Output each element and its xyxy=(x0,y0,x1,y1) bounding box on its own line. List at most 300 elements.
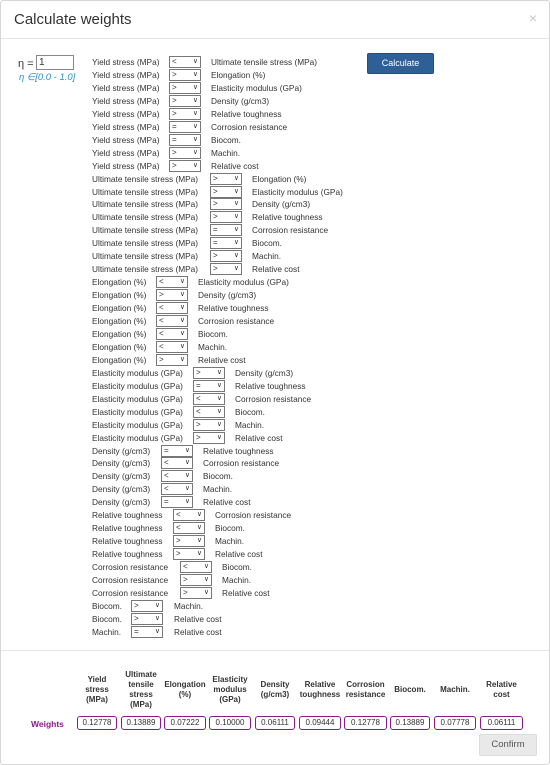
comparison-operator-select[interactable] xyxy=(169,134,201,146)
operator-value: > xyxy=(213,264,218,274)
operator-value: > xyxy=(134,613,139,623)
operator-value: > xyxy=(172,69,177,79)
comparison-left-label: Biocom. xyxy=(92,613,122,624)
comparison-operator-select[interactable] xyxy=(161,470,193,482)
comparison-operator-select[interactable] xyxy=(169,56,201,68)
comparison-operator-select[interactable] xyxy=(210,263,242,275)
eta-input[interactable] xyxy=(36,55,74,70)
comparison-row xyxy=(92,574,392,587)
chevron-down-icon: ∨ xyxy=(203,576,209,583)
operator-value: > xyxy=(159,290,164,300)
comparison-left-label: Ultimate tensile stress (MPa) xyxy=(92,238,199,249)
comparison-row xyxy=(92,341,392,354)
weights-row-label: Weights xyxy=(31,719,64,729)
weight-value-cell: 0.07778 xyxy=(434,716,476,730)
comparison-row xyxy=(92,263,392,276)
comparison-row xyxy=(92,315,392,328)
operator-value: > xyxy=(172,82,177,92)
weights-column-header: Corrosion resistance xyxy=(345,680,386,699)
comparison-operator-select[interactable] xyxy=(156,354,188,366)
comparison-right-label: Relative cost xyxy=(174,613,222,624)
comparison-row xyxy=(92,393,392,406)
comparison-row xyxy=(92,328,392,341)
comparison-right-label: Relative cost xyxy=(235,432,283,443)
comparison-right-label: Density (g/cm3) xyxy=(198,290,257,301)
close-icon[interactable]: × xyxy=(528,10,537,26)
comparison-right-label: Corrosion resistance xyxy=(203,458,280,469)
comparison-row xyxy=(92,457,392,470)
comparison-right-label: Relative cost xyxy=(198,354,246,365)
comparison-right-label: Corrosion resistance xyxy=(211,121,288,132)
comparison-operator-select[interactable] xyxy=(180,587,212,599)
operator-value: < xyxy=(159,341,164,351)
comparison-right-label: Ultimate tensile stress (MPa) xyxy=(211,57,318,67)
comparison-right-label: Elongation (%) xyxy=(211,69,266,80)
operator-value: < xyxy=(164,458,169,468)
comparison-row xyxy=(92,600,392,613)
operator-value: < xyxy=(159,303,164,313)
operator-value: < xyxy=(176,523,181,533)
comparison-row xyxy=(92,211,392,224)
operator-value: < xyxy=(196,406,201,416)
comparison-operator-select[interactable] xyxy=(131,600,163,612)
comparison-operator-select[interactable] xyxy=(161,496,193,508)
chevron-down-icon: ∨ xyxy=(233,265,239,273)
comparison-operator-select[interactable] xyxy=(169,160,201,172)
operator-value: > xyxy=(183,587,188,597)
comparison-left-label: Elongation (%) xyxy=(92,290,147,301)
comparison-left-label: Yield stress (MPa) xyxy=(92,134,160,145)
comparison-operator-select[interactable] xyxy=(180,574,212,586)
comparison-row xyxy=(92,432,392,445)
operator-value: < xyxy=(159,316,164,325)
comparison-row xyxy=(92,561,392,574)
comparison-right-label: Corrosion resistance xyxy=(235,393,312,404)
comparison-row xyxy=(92,237,392,250)
comparison-row xyxy=(92,250,392,263)
comparison-operator-select[interactable] xyxy=(193,419,225,431)
comparison-operator-select[interactable] xyxy=(131,613,163,625)
chevron-down-icon: ∨ xyxy=(184,459,190,467)
comparison-row xyxy=(92,354,392,367)
comparison-right-label: Density (g/cm3) xyxy=(252,199,311,210)
comparison-operator-select[interactable] xyxy=(169,147,201,159)
comparison-row xyxy=(92,198,392,211)
comparison-left-label: Elasticity modulus (GPa) xyxy=(92,380,183,391)
comparison-left-label: Elasticity modulus (GPa) xyxy=(92,367,183,378)
comparison-right-label: Machin. xyxy=(198,341,228,352)
comparison-operator-select[interactable] xyxy=(193,432,225,444)
comparison-row xyxy=(92,445,392,458)
comparison-operator-select[interactable] xyxy=(156,315,188,327)
comparison-right-label: Relative toughness xyxy=(198,303,269,314)
comparison-operator-select[interactable] xyxy=(156,328,188,340)
comparison-operator-select[interactable] xyxy=(169,108,201,120)
operator-value: > xyxy=(172,95,177,105)
chevron-down-icon: ∨ xyxy=(179,342,185,350)
comparison-right-label: Relative cost xyxy=(203,497,251,508)
chevron-down-icon: ∨ xyxy=(179,291,185,299)
comparison-operator-select[interactable] xyxy=(131,626,163,638)
comparison-row xyxy=(92,276,392,289)
calculate-button[interactable]: Calculate xyxy=(367,53,434,74)
chevron-down-icon: ∨ xyxy=(233,200,239,208)
operator-value: > xyxy=(213,251,218,261)
comparison-operator-select[interactable] xyxy=(173,548,205,560)
confirm-button[interactable]: Confirm xyxy=(479,734,537,756)
comparison-right-label: Biocom. xyxy=(211,134,241,145)
comparison-row xyxy=(92,289,392,302)
comparison-left-label: Corrosion resistance xyxy=(92,562,169,573)
operator-value: > xyxy=(213,199,218,209)
comparison-row xyxy=(92,160,392,173)
comparison-right-label: Machin. xyxy=(211,147,241,158)
comparison-right-label: Machin. xyxy=(203,484,233,495)
weights-table-header xyxy=(1,665,549,715)
comparison-row xyxy=(92,147,392,160)
weights-column-header: Relative toughness xyxy=(299,680,341,699)
comparison-right-label: Machin. xyxy=(235,419,265,430)
comparison-operator-select[interactable] xyxy=(210,186,242,198)
eta-range-hint: η ∈[0.0 - 1.0] xyxy=(19,72,76,83)
comparison-row xyxy=(92,108,392,121)
comparison-left-label: Yield stress (MPa) xyxy=(92,121,160,132)
operator-value: > xyxy=(172,160,177,170)
operator-value: = xyxy=(172,121,177,131)
comparison-row xyxy=(92,419,392,432)
operator-value: < xyxy=(159,328,164,338)
weights-column-header: Ultimate tensile stress (MPa) xyxy=(125,670,157,709)
comparison-right-label: Relative toughness xyxy=(211,108,282,119)
chevron-down-icon: ∨ xyxy=(233,226,239,234)
chevron-down-icon: ∨ xyxy=(179,304,185,312)
operator-value: > xyxy=(213,186,218,196)
operator-value: > xyxy=(134,600,139,610)
comparison-right-label: Biocom. xyxy=(235,406,265,417)
eta-label: η = xyxy=(18,58,34,70)
weights-column-header: Yield stress (MPa) xyxy=(85,675,109,704)
chevron-down-icon: ∨ xyxy=(184,498,190,506)
comparison-right-label: Elasticity modulus (GPa) xyxy=(198,277,289,288)
comparison-row xyxy=(92,95,392,108)
chevron-down-icon: ∨ xyxy=(196,537,202,545)
weights-column-header: Relative cost xyxy=(486,680,517,699)
operator-value: = xyxy=(196,380,201,390)
operator-value: < xyxy=(196,393,201,403)
comparison-right-label: Biocom. xyxy=(222,562,252,573)
operator-value: > xyxy=(196,419,201,429)
comparison-right-label: Relative toughness xyxy=(252,212,323,223)
comparison-right-label: Biocom. xyxy=(198,328,228,339)
comparison-row xyxy=(92,587,392,600)
comparison-operator-select[interactable] xyxy=(161,457,193,469)
weight-value-cell: 0.12778 xyxy=(344,716,387,730)
comparison-row xyxy=(92,548,392,561)
comparison-row xyxy=(92,121,392,134)
weight-value-cell: 0.13889 xyxy=(121,716,161,730)
comparison-left-label: Yield stress (MPa) xyxy=(92,82,160,93)
comparison-left-label: Relative toughness xyxy=(92,510,163,521)
comparison-row xyxy=(92,380,392,393)
comparison-operator-select[interactable] xyxy=(210,250,242,262)
comparison-row xyxy=(92,69,392,82)
comparison-row xyxy=(92,82,392,95)
weights-column-header: Biocom. xyxy=(394,685,426,694)
comparison-row xyxy=(92,613,392,626)
comparison-left-label: Ultimate tensile stress (MPa) xyxy=(92,199,199,210)
chevron-down-icon: ∨ xyxy=(192,58,198,65)
operator-value: > xyxy=(172,147,177,157)
comparison-left-label: Corrosion resistance xyxy=(92,587,169,598)
comparison-right-label: Elasticity modulus (GPa) xyxy=(211,82,302,93)
chevron-down-icon: ∨ xyxy=(192,83,198,91)
chevron-down-icon: ∨ xyxy=(184,472,190,480)
chevron-down-icon: ∨ xyxy=(203,588,209,596)
chevron-down-icon: ∨ xyxy=(192,70,198,78)
comparison-operator-select[interactable] xyxy=(169,69,201,81)
comparison-operator-select[interactable] xyxy=(169,121,201,133)
comparison-left-label: Density (g/cm3) xyxy=(92,445,151,456)
comparison-left-label: Ultimate tensile stress (MPa) xyxy=(92,186,199,197)
chevron-down-icon: ∨ xyxy=(233,187,239,195)
comparison-operator-select[interactable] xyxy=(210,211,242,223)
comparison-operator-select[interactable] xyxy=(210,198,242,210)
comparison-left-label: Machin. xyxy=(92,626,122,637)
comparison-left-label: Corrosion resistance xyxy=(92,575,169,585)
chevron-down-icon: ∨ xyxy=(184,485,190,493)
chevron-down-icon: ∨ xyxy=(233,174,239,182)
comparison-row xyxy=(92,496,392,509)
operator-value: > xyxy=(159,354,164,364)
weight-value-cell: 0.10000 xyxy=(209,716,251,730)
chevron-down-icon: ∨ xyxy=(216,381,222,389)
comparison-left-label: Ultimate tensile stress (MPa) xyxy=(92,264,199,275)
comparison-right-label: Corrosion resistance xyxy=(215,510,292,521)
comparison-left-label: Elasticity modulus (GPa) xyxy=(92,406,183,417)
comparison-left-label: Elasticity modulus (GPa) xyxy=(92,432,183,443)
weights-column-header: Machin. xyxy=(440,685,470,694)
comparison-row xyxy=(92,173,392,186)
weight-value-cell: 0.06111 xyxy=(480,716,523,730)
comparison-row xyxy=(92,509,392,522)
comparison-row xyxy=(92,406,392,419)
operator-value: > xyxy=(183,575,188,584)
comparison-row xyxy=(92,470,392,483)
footer-divider xyxy=(1,650,549,651)
comparison-operator-select[interactable] xyxy=(210,237,242,249)
comparison-left-label: Elasticity modulus (GPa) xyxy=(92,419,183,430)
comparison-operator-select[interactable] xyxy=(161,445,193,457)
comparison-right-label: Biocom. xyxy=(215,523,245,534)
comparison-right-label: Corrosion resistance xyxy=(198,316,275,326)
comparison-left-label: Density (g/cm3) xyxy=(92,484,151,495)
comparison-right-label: Biocom. xyxy=(203,471,233,482)
weight-value-cell: 0.13889 xyxy=(390,716,430,730)
chevron-down-icon: ∨ xyxy=(216,420,222,428)
comparison-right-label: Density (g/cm3) xyxy=(211,95,270,106)
chevron-down-icon: ∨ xyxy=(192,148,198,156)
comparison-operator-select[interactable] xyxy=(210,224,242,236)
comparison-operator-select[interactable] xyxy=(169,95,201,107)
comparison-left-label: Relative toughness xyxy=(92,523,163,534)
chevron-down-icon: ∨ xyxy=(196,524,202,532)
operator-value: > xyxy=(196,432,201,442)
comparison-right-label: Relative toughness xyxy=(235,380,306,391)
comparison-left-label: Biocom. xyxy=(92,600,122,611)
comparison-right-label: Relative toughness xyxy=(203,445,274,456)
comparison-left-label: Yield stress (MPa) xyxy=(92,147,160,158)
comparison-operator-select[interactable] xyxy=(156,276,188,288)
weights-column-header: Elongation (%) xyxy=(164,680,206,699)
comparison-operator-select[interactable] xyxy=(180,561,212,573)
comparison-row xyxy=(92,483,392,496)
comparison-left-label: Density (g/cm3) xyxy=(92,497,151,508)
operator-value: < xyxy=(172,57,177,66)
comparison-operator-select[interactable] xyxy=(193,380,225,392)
chevron-down-icon: ∨ xyxy=(179,355,185,363)
chevron-down-icon: ∨ xyxy=(192,135,198,143)
comparison-operator-select[interactable] xyxy=(193,393,225,405)
chevron-down-icon: ∨ xyxy=(192,122,198,130)
comparison-right-label: Density (g/cm3) xyxy=(235,367,294,378)
chevron-down-icon: ∨ xyxy=(192,109,198,117)
operator-value: > xyxy=(172,108,177,118)
comparison-row xyxy=(92,302,392,315)
comparison-left-label: Ultimate tensile stress (MPa) xyxy=(92,212,199,223)
comparison-right-label: Elongation (%) xyxy=(252,173,307,184)
operator-value: < xyxy=(176,510,181,520)
chevron-down-icon: ∨ xyxy=(192,161,198,169)
chevron-down-icon: ∨ xyxy=(233,252,239,260)
chevron-down-icon: ∨ xyxy=(196,550,202,558)
chevron-down-icon: ∨ xyxy=(179,278,185,286)
comparison-operator-select[interactable] xyxy=(156,289,188,301)
comparison-left-label: Elongation (%) xyxy=(92,277,147,288)
comparison-operator-select[interactable] xyxy=(161,483,193,495)
comparison-row xyxy=(92,56,392,69)
comparison-left-label: Elongation (%) xyxy=(92,303,147,314)
chevron-down-icon: ∨ xyxy=(216,407,222,415)
comparison-operator-select[interactable] xyxy=(173,509,205,521)
operator-value: < xyxy=(183,562,188,572)
comparison-left-label: Elongation (%) xyxy=(92,316,147,326)
comparison-operator-select[interactable] xyxy=(193,367,225,379)
comparison-operator-select[interactable] xyxy=(193,406,225,418)
comparison-left-label: Yield stress (MPa) xyxy=(92,57,160,67)
chevron-down-icon: ∨ xyxy=(216,394,222,402)
chevron-down-icon: ∨ xyxy=(154,601,160,609)
dialog-title: Calculate weights xyxy=(14,11,132,28)
weight-value-cell: 0.06111 xyxy=(255,716,295,730)
comparison-left-label: Yield stress (MPa) xyxy=(92,108,160,119)
comparison-right-label: Corrosion resistance xyxy=(252,225,329,236)
comparison-left-label: Ultimate tensile stress (MPa) xyxy=(92,251,199,262)
operator-value: < xyxy=(164,471,169,481)
comparison-left-label: Elasticity modulus (GPa) xyxy=(92,393,183,404)
comparison-left-label: Elongation (%) xyxy=(92,328,147,339)
weights-column-header: Elasticity modulus (GPa) xyxy=(212,675,248,704)
comparison-left-label: Yield stress (MPa) xyxy=(92,69,160,80)
dialog-header xyxy=(1,1,549,39)
chevron-down-icon: ∨ xyxy=(216,368,222,376)
chevron-down-icon: ∨ xyxy=(184,446,190,454)
comparison-row xyxy=(92,535,392,548)
comparison-row xyxy=(92,626,392,639)
comparison-right-label: Machin. xyxy=(215,536,245,547)
comparison-right-label: Machin. xyxy=(174,600,204,611)
comparison-operator-select[interactable] xyxy=(156,341,188,353)
operator-value: = xyxy=(134,626,139,636)
comparison-left-label: Density (g/cm3) xyxy=(92,471,151,482)
comparison-right-label: Relative cost xyxy=(174,626,222,637)
comparison-left-label: Relative toughness xyxy=(92,549,163,560)
comparison-right-label: Relative cost xyxy=(222,587,270,598)
operator-value: = xyxy=(164,497,169,507)
comparison-row xyxy=(92,522,392,535)
comparison-left-label: Elongation (%) xyxy=(92,341,147,352)
comparison-left-label: Yield stress (MPa) xyxy=(92,95,160,106)
chevron-down-icon: ∨ xyxy=(233,213,239,221)
comparison-left-label: Elongation (%) xyxy=(92,354,147,365)
operator-value: < xyxy=(164,484,169,494)
operator-value: > xyxy=(213,173,218,183)
comparison-left-label: Yield stress (MPa) xyxy=(92,160,160,171)
chevron-down-icon: ∨ xyxy=(203,563,209,571)
comparison-right-label: Machin. xyxy=(222,575,252,585)
comparison-right-label: Machin. xyxy=(252,251,282,262)
comparison-operator-select[interactable] xyxy=(173,535,205,547)
weights-column-header: Density (g/cm3) xyxy=(260,680,290,699)
comparison-operator-select[interactable] xyxy=(156,302,188,314)
comparison-right-label: Relative cost xyxy=(252,264,300,275)
weight-value-cell: 0.07222 xyxy=(164,716,206,730)
comparison-right-label: Relative cost xyxy=(211,160,259,171)
chevron-down-icon: ∨ xyxy=(196,511,202,519)
operator-value: > xyxy=(176,549,181,559)
operator-value: < xyxy=(159,277,164,287)
comparison-left-label: Relative toughness xyxy=(92,536,163,547)
operator-value: = xyxy=(164,445,169,455)
operator-value: > xyxy=(196,367,201,377)
comparison-row xyxy=(92,186,392,199)
comparison-left-label: Density (g/cm3) xyxy=(92,458,151,469)
operator-value: = xyxy=(172,134,177,144)
comparison-row xyxy=(92,134,392,147)
comparison-row xyxy=(92,224,392,237)
comparison-left-label: Ultimate tensile stress (MPa) xyxy=(92,173,199,184)
comparison-right-label: Elasticity modulus (GPa) xyxy=(252,186,343,197)
chevron-down-icon: ∨ xyxy=(179,317,185,324)
operator-value: > xyxy=(176,536,181,546)
comparison-operator-select[interactable] xyxy=(210,173,242,185)
operator-value: = xyxy=(213,225,218,235)
chevron-down-icon: ∨ xyxy=(154,627,160,635)
comparison-operator-select[interactable] xyxy=(169,82,201,94)
chevron-down-icon: ∨ xyxy=(192,96,198,104)
operator-value: = xyxy=(213,238,218,248)
chevron-down-icon: ∨ xyxy=(233,239,239,247)
comparison-right-label: Biocom. xyxy=(252,238,282,249)
comparison-row xyxy=(92,367,392,380)
comparison-left-label: Ultimate tensile stress (MPa) xyxy=(92,225,199,236)
chevron-down-icon: ∨ xyxy=(154,614,160,622)
weight-value-cell: 0.09444 xyxy=(299,716,341,730)
operator-value: > xyxy=(213,212,218,222)
comparison-operator-select[interactable] xyxy=(173,522,205,534)
chevron-down-icon: ∨ xyxy=(216,433,222,441)
weight-value-cell: 0.12778 xyxy=(77,716,117,730)
comparison-right-label: Relative cost xyxy=(215,549,263,560)
